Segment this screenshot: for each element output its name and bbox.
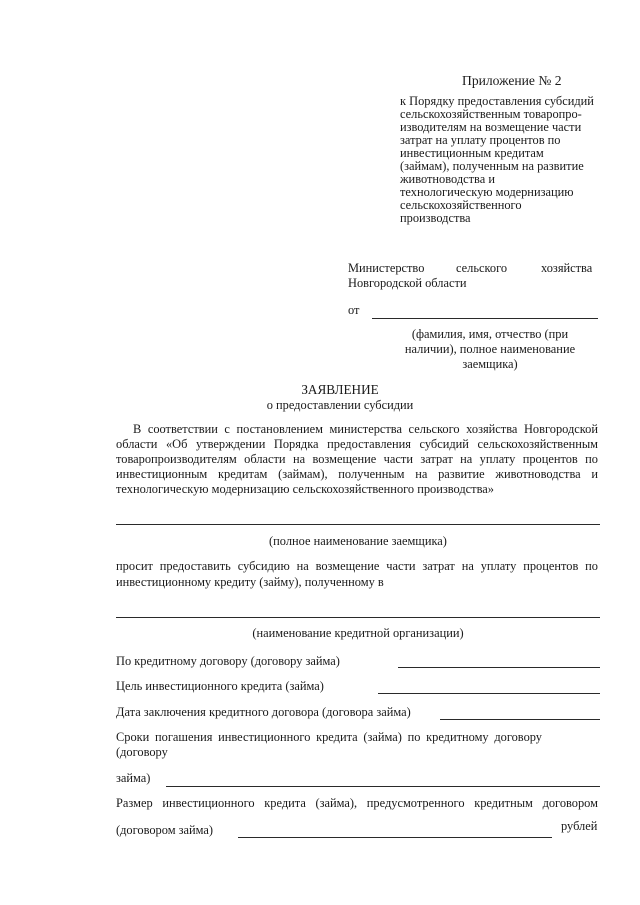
terms-label-line: займа) [116,771,151,785]
date-label: Дата заключения кредитного договора (договора займа) [116,705,411,719]
applicant-caption-line: заемщика) [462,357,518,371]
appendix-line: (займам), полученным на развитие [400,159,584,173]
purpose-label: Цель инвестиционного кредита (займа) [116,679,324,693]
addressee-region: Новгородской области [348,276,467,290]
addressee-ministry-word-2: сельского [456,261,508,275]
lender-name-field[interactable] [116,617,600,618]
amount-unit: рублей [561,819,598,833]
appendix-line: технологическую модернизацию [400,185,574,199]
borrower-name-field[interactable] [116,524,600,525]
appendix-title: Приложение № 2 [462,73,562,88]
intro-paragraph-line: области «Об утверждении Порядка предоставления субсидий сельскохозяйственным [116,437,598,451]
date-field[interactable] [440,719,600,720]
intro-paragraph-line: инвестиционным кредитам (займам), полученным на развитие животноводства и [116,467,598,481]
document-subtitle: о предоставлении субсидии [266,398,414,412]
addressee-ministry-word-1: Министерство [348,261,425,275]
applicant-caption-line: (фамилия, имя, отчество (при [411,327,569,341]
request-line: инвестиционному кредиту (займу), полученному в [116,575,384,589]
appendix-line: животноводства и [400,172,495,186]
amount-label-line: Размер инвестиционного кредита (займа), предусмотренного кредитным договором [116,796,598,810]
appendix-line: сельскохозяйственного [400,198,522,212]
borrower-caption: (полное наименование заемщика) [269,534,447,548]
document-title: ЗАЯВЛЕНИЕ [301,382,379,397]
terms-field[interactable] [166,786,600,787]
amount-label-line: (договором займа) [116,823,214,837]
from-applicant-field[interactable] [372,318,598,319]
appendix-line: к Порядку предоставления субсидий [400,94,594,108]
from-label: от [348,303,360,317]
appendix-line: производства [400,211,471,225]
request-line: просит предоставить субсидию на возмещение части затрат на уплату процентов по [116,559,598,573]
intro-paragraph-line: В соответствии с постановлением министерства сельского хозяйства Новгородской [133,422,598,436]
addressee-ministry-word-3: хозяйства [541,261,593,275]
appendix-line: сельскохозяйственным товаропро- [400,107,582,121]
intro-paragraph-line: товаропроизводителям области на возмещение части затрат на уплату процентов по [116,452,598,466]
contract-label: По кредитному договору (договору займа) [116,654,340,668]
appendix-line: затрат на уплату процентов по [400,133,561,147]
terms-label-line: Сроки погашения инвестиционного кредита (займа) по кредитному договору [116,730,542,744]
lender-caption: (наименование кредитной организации) [252,626,464,640]
applicant-caption-line: наличии), полное наименование [404,342,576,356]
appendix-line: изводителям на возмещение части [400,120,582,134]
appendix-line: инвестиционным кредитам [400,146,544,160]
contract-field[interactable] [398,667,600,668]
purpose-field[interactable] [378,693,600,694]
amount-field[interactable] [238,837,552,838]
terms-label-line: (договору [116,745,168,759]
intro-paragraph-line: технологическую модернизацию сельскохозяйственного производства» [116,482,494,496]
